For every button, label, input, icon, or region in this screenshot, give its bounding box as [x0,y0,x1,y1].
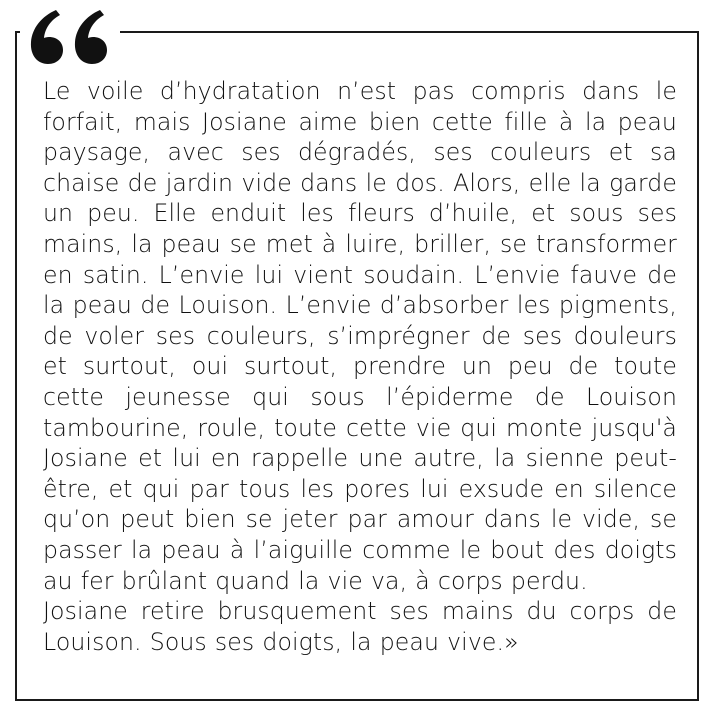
opening-quotation-mark-icon [20,6,120,68]
quote-paragraph-2: Josiane retire brusquement ses mains du corps de Louison. Sous ses doigts, la peau vive.» [43,597,677,656]
quote-paragraph-1: Le voile d’hydratation n’est pas compris dans le forfait, mais Josiane aime bien cette fille à la peau paysage, avec ses dégradés, ses couleurs et sa chaise de jardin vide dans le dos. Alors, elle la garde un peu. Elle enduit les fleurs d’huile, et sous ses mains, la peau se met à luire, briller, se transformer en satin. L’envie lui vient soudain. L’envie fauve de la peau de Louison. L’envie d’absorber les pigments, de voler ses couleurs, s’imprégner de ses douleurs et surtout, oui surtout, prendre un peu de toute cette jeunesse qui sous l’épiderme de Louison tambourine, roule, toute cette vie qui monte jusqu'à Josiane et lui en rappelle une autre, la sienne peut-être, et qui par tous les pores lui exsude en silence qu’on peut bien se jeter par amour dans le vide, se passer la peau à l’aiguille comme le bout des doigts au fer brûlant quand la vie va, à corps perdu. [43,77,677,595]
quote-body [43,76,677,657]
